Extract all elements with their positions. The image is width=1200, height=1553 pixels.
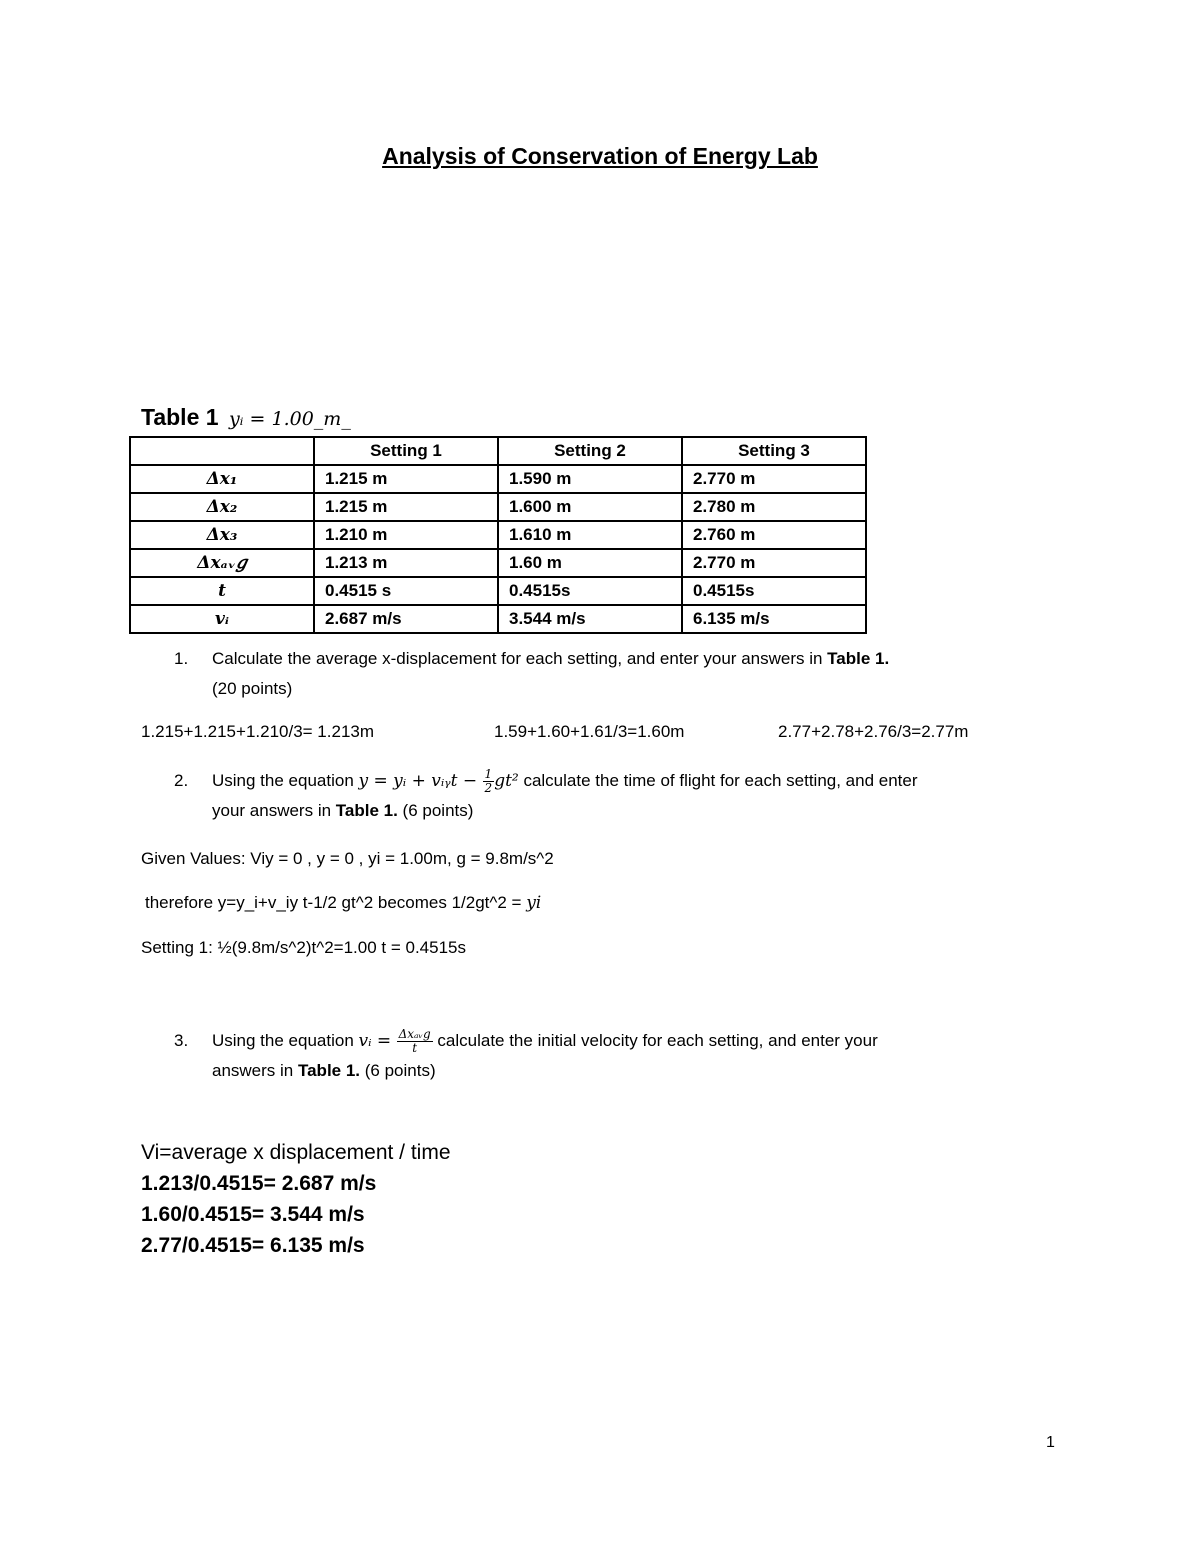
equation: y = yᵢ + vᵢᵧt − (358, 771, 483, 791)
equation: gt² (494, 771, 519, 791)
page-number: 1 (1046, 1434, 1055, 1451)
results-formula: Vi=average x displacement / time (141, 1141, 451, 1164)
question-text (212, 1026, 1092, 1086)
table-row-label: t (130, 577, 314, 605)
derivation (145, 893, 541, 913)
table-corner-cell (130, 437, 314, 465)
answer-setting-2: 1.59+1.60+1.61/3=1.60m (494, 722, 685, 741)
table-row-label: Δx₃ (130, 521, 314, 549)
fraction-numerator: Δxₐᵥ𝑔 (398, 1027, 431, 1042)
table-col-header: Setting 1 (314, 437, 498, 465)
question-number: 2. (174, 771, 189, 790)
table-col-header: Setting 2 (498, 437, 682, 465)
table-cell: 1.600 m (498, 493, 682, 521)
table-cell: 2.770 m (682, 465, 866, 493)
result-setting-1: 1.213/0.4515= 2.687 m/s (141, 1172, 377, 1195)
table-cell: 2.760 m (682, 521, 866, 549)
results-block (141, 1137, 451, 1261)
question-1 (174, 644, 1104, 708)
table-cell: 2.687 m/s (314, 605, 498, 633)
table-row-label: vᵢ (130, 605, 314, 633)
table-row (130, 465, 866, 493)
table-cell: 3.544 m/s (498, 605, 682, 633)
table-cell: 1.610 m (498, 521, 682, 549)
table-cell: 1.590 m (498, 465, 682, 493)
table-row (130, 521, 866, 549)
table-cell: 1.213 m (314, 549, 498, 577)
table-reference: Table 1. (297, 1061, 361, 1080)
points-label: (6 points) (397, 801, 474, 820)
question-2 (174, 766, 1104, 832)
table-row (130, 605, 866, 633)
table-cell: 0.4515s (682, 577, 866, 605)
answer-setting-3: 2.77+2.78+2.76/3=2.77m (778, 722, 969, 741)
result-setting-3: 2.77/0.4515= 6.135 m/s (141, 1234, 365, 1257)
question-text-part: calculate the time of flight for each setting, and enter (518, 771, 918, 790)
question-text (212, 644, 1092, 704)
answer-setting-1: 1.215+1.215+1.210/3= 1.213m (141, 722, 375, 741)
fraction-numerator: 1 (484, 767, 493, 782)
derivation-text: therefore y=y_i+v_iy t-1/2 gt^2 becomes 1/2gt^2 = (145, 893, 527, 912)
given-values: Given Values: Viy = 0 , y = 0 , yi = 1.00m, g = 9.8m/s^2 (141, 849, 554, 868)
data-table (129, 436, 867, 634)
table-caption (141, 404, 351, 431)
table-reference: Table 1. (335, 801, 398, 820)
question-3 (174, 1026, 1104, 1092)
table-row (130, 493, 866, 521)
table-cell: 1.215 m (314, 465, 498, 493)
question-number: 3. (174, 1031, 189, 1050)
fraction-denominator: t (412, 1041, 418, 1056)
page-title: Analysis of Conservation of Energy Lab (382, 143, 818, 169)
table-reference: Table 1. (827, 649, 890, 668)
points-label: (20 points) (212, 679, 293, 698)
table-row-label: Δxₐᵥ𝑔 (130, 549, 314, 577)
derivation-math: yi (526, 893, 542, 913)
table-row-label: Δx₁ (130, 465, 314, 493)
setting-1-time: Setting 1: ½(9.8m/s^2)t^2=1.00 t = 0.4515s (141, 938, 466, 957)
table-caption-label: Table 1 (141, 404, 219, 430)
table-cell: 1.210 m (314, 521, 498, 549)
table-cell: 2.770 m (682, 549, 866, 577)
table-caption-math: yᵢ = 1.00_m_ (228, 408, 351, 430)
fraction (397, 1028, 433, 1055)
table-cell: 1.215 m (314, 493, 498, 521)
table-cell: 6.135 m/s (682, 605, 866, 633)
table-row (130, 549, 866, 577)
question-text-part: answers in (212, 1061, 298, 1080)
fraction (483, 768, 495, 795)
question-text (212, 766, 1092, 826)
table-col-header: Setting 3 (682, 437, 866, 465)
points-label: (6 points) (360, 1061, 436, 1080)
question-text-part: Calculate the average x-displacement for each setting, and enter your answers in (212, 649, 828, 668)
table-cell: 2.780 m (682, 493, 866, 521)
question-number: 1. (174, 649, 189, 668)
table-cell: 0.4515s (498, 577, 682, 605)
table-cell: 1.60 m (498, 549, 682, 577)
question-text-part: Using the equation (212, 1031, 359, 1050)
table-header-row (130, 437, 866, 465)
result-setting-2: 1.60/0.4515= 3.544 m/s (141, 1203, 365, 1226)
question-text-part: Using the equation (212, 771, 359, 790)
question-text-part: your answers in (212, 801, 336, 820)
fraction-denominator: 2 (484, 781, 493, 796)
table-cell: 0.4515 s (314, 577, 498, 605)
table-row-label: Δx₂ (130, 493, 314, 521)
table-row (130, 577, 866, 605)
equation: vᵢ = (358, 1031, 397, 1051)
question-text-part: calculate the initial velocity for each setting, and enter your (432, 1031, 878, 1050)
